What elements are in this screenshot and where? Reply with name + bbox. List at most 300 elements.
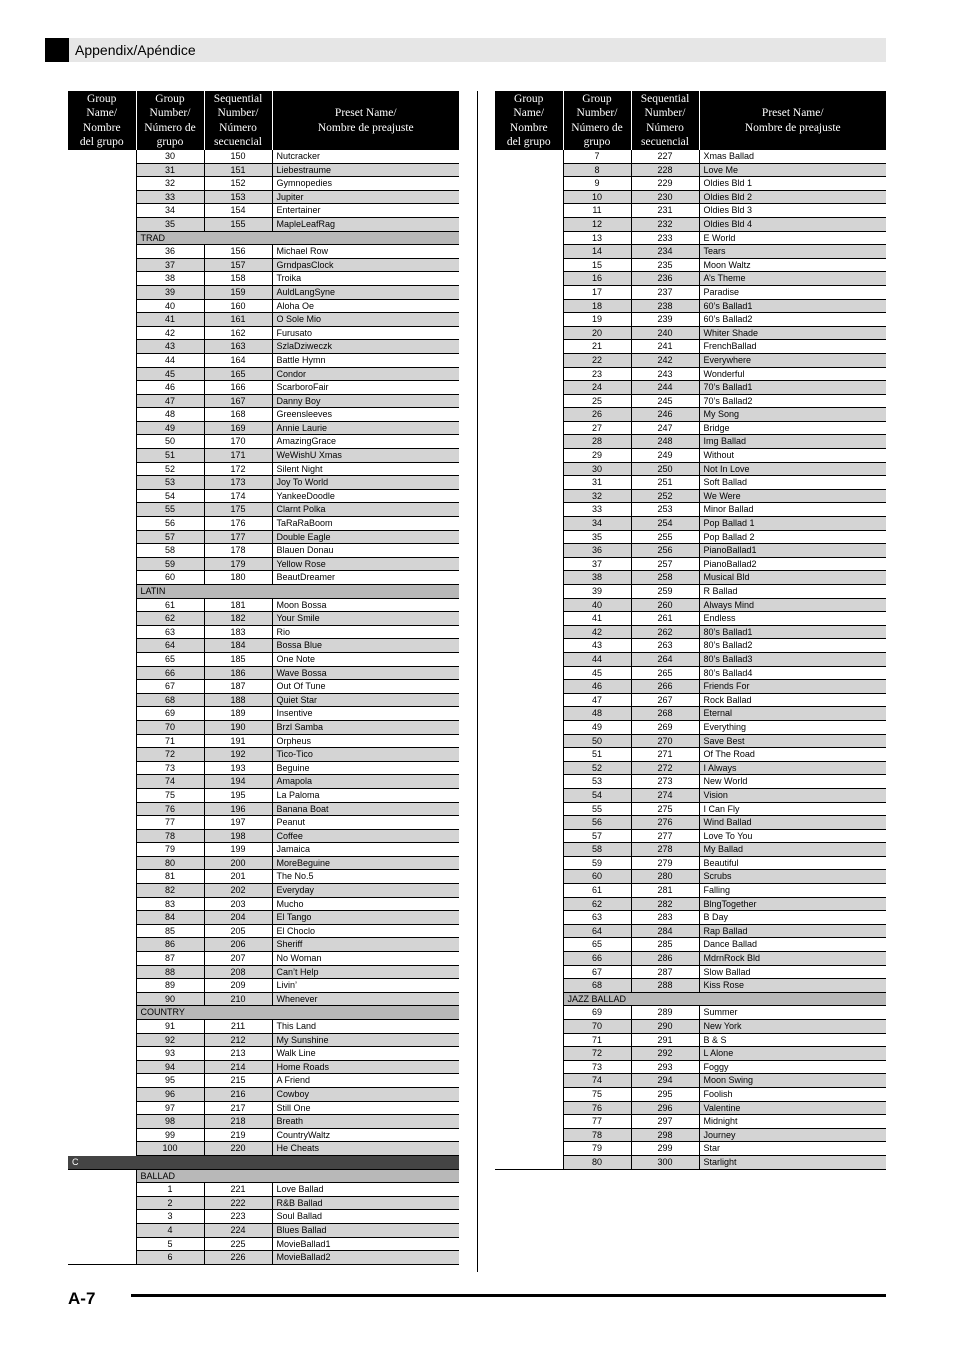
sequential-number-cell: 276 [631, 816, 699, 830]
table-row [495, 952, 886, 966]
sequential-number-cell: 151 [204, 163, 272, 177]
group-number-cell: 26 [563, 408, 631, 422]
group-name-cell [495, 421, 563, 435]
group-number-cell: 71 [563, 1033, 631, 1047]
table-row [495, 612, 886, 626]
group-number-cell: 44 [136, 353, 204, 367]
preset-name-cell: SzlaDziweczk [272, 340, 459, 354]
preset-name-cell: Entertainer [272, 204, 459, 218]
group-number-cell: 90 [136, 992, 204, 1006]
group-name-cell [495, 476, 563, 490]
group-number-cell: 61 [563, 884, 631, 898]
group-number-cell: 67 [136, 680, 204, 694]
preset-name-cell: Furusato [272, 326, 459, 340]
preset-name-cell: Img Ballad [699, 435, 886, 449]
group-number-cell: 45 [136, 367, 204, 381]
preset-name-cell: Scrubs [699, 870, 886, 884]
sequential-number-cell: 261 [631, 612, 699, 626]
table-row [495, 1101, 886, 1115]
group-number-cell: 50 [563, 734, 631, 748]
group-number-cell: 62 [136, 612, 204, 626]
table-row [68, 1087, 459, 1101]
sequential-number-cell: 293 [631, 1060, 699, 1074]
group-name-cell [68, 1101, 136, 1115]
group-number-cell: 46 [136, 381, 204, 395]
sequential-number-cell: 154 [204, 204, 272, 218]
header-group-name: Group Name/ Nombre del grupo [68, 91, 136, 150]
sequential-number-cell: 162 [204, 326, 272, 340]
group-name-cell [495, 992, 563, 1006]
right-table-column [495, 91, 886, 1170]
table-row [68, 449, 459, 463]
sequential-number-cell: 156 [204, 245, 272, 259]
preset-name-cell: My Sunshine [272, 1033, 459, 1047]
table-row [68, 1020, 459, 1034]
table-row [495, 190, 886, 204]
table-row [68, 557, 459, 571]
group-name-cell [68, 217, 136, 231]
preset-name-cell: BeautDreamer [272, 571, 459, 585]
table-row [495, 884, 886, 898]
sequential-number-cell: 203 [204, 897, 272, 911]
sequential-number-cell: 233 [631, 231, 699, 245]
sequential-number-cell: 164 [204, 353, 272, 367]
sequential-number-cell: 190 [204, 720, 272, 734]
table-row [495, 979, 886, 993]
preset-name-cell: Endless [699, 612, 886, 626]
table-row [68, 408, 459, 422]
group-number-cell: 23 [563, 367, 631, 381]
group-name-cell [495, 761, 563, 775]
group-name-cell [68, 285, 136, 299]
group-name-cell [495, 666, 563, 680]
sequential-number-cell: 155 [204, 217, 272, 231]
preset-name-cell: Love Me [699, 163, 886, 177]
preset-name-cell: Greensleeves [272, 408, 459, 422]
table-row [495, 680, 886, 694]
preset-name-cell: Soft Ballad [699, 476, 886, 490]
group-name-cell [68, 1210, 136, 1224]
sequential-number-cell: 201 [204, 870, 272, 884]
column-divider [477, 91, 478, 1272]
group-number-cell: 75 [563, 1087, 631, 1101]
header-sequential-number: Sequential Number/ Número secuencial [204, 91, 272, 150]
group-number-cell: 28 [563, 435, 631, 449]
sequential-number-cell: 283 [631, 911, 699, 925]
table-row [68, 870, 459, 884]
preset-name-cell: Soul Ballad [272, 1210, 459, 1224]
table-row [68, 530, 459, 544]
table-row [495, 1115, 886, 1129]
group-number-cell: 85 [136, 924, 204, 938]
table-row [495, 938, 886, 952]
sequential-number-cell: 193 [204, 761, 272, 775]
preset-name-cell: Bridge [699, 421, 886, 435]
sequential-number-cell: 219 [204, 1128, 272, 1142]
group-name-cell [495, 544, 563, 558]
table-row [68, 680, 459, 694]
sequential-number-cell: 256 [631, 544, 699, 558]
sequential-number-cell: 263 [631, 639, 699, 653]
group-number-cell: 31 [563, 476, 631, 490]
table-row [68, 462, 459, 476]
preset-name-cell: Journey [699, 1128, 886, 1142]
table-row [495, 285, 886, 299]
table-row [68, 788, 459, 802]
subgroup-row [495, 992, 886, 1006]
group-number-cell: 68 [136, 693, 204, 707]
group-name-cell [68, 952, 136, 966]
sequential-number-cell: 240 [631, 326, 699, 340]
group-number-cell: 97 [136, 1101, 204, 1115]
table-row [495, 462, 886, 476]
sequential-number-cell: 250 [631, 462, 699, 476]
table-row [495, 625, 886, 639]
group-number-cell: 42 [563, 625, 631, 639]
group-name-cell [68, 272, 136, 286]
table-row [68, 326, 459, 340]
group-name-cell [68, 530, 136, 544]
group-name-cell [68, 843, 136, 857]
group-name-cell [495, 734, 563, 748]
sequential-number-cell: 171 [204, 449, 272, 463]
preset-name-cell: Still One [272, 1101, 459, 1115]
group-name-cell [495, 381, 563, 395]
group-number-cell: 33 [136, 190, 204, 204]
table-row [68, 856, 459, 870]
table-row [495, 1033, 886, 1047]
group-number-cell: 75 [136, 788, 204, 802]
table-row [68, 802, 459, 816]
sequential-number-cell: 267 [631, 693, 699, 707]
sequential-number-cell: 285 [631, 938, 699, 952]
group-number-cell: 14 [563, 245, 631, 259]
group-number-cell: 88 [136, 965, 204, 979]
table-row [68, 258, 459, 272]
table-row [495, 924, 886, 938]
group-name-cell [68, 788, 136, 802]
sequential-number-cell: 192 [204, 748, 272, 762]
preset-name-cell: La Paloma [272, 788, 459, 802]
group-number-cell: 38 [136, 272, 204, 286]
preset-name-cell: Annie Laurie [272, 421, 459, 435]
preset-name-cell: Tico-Tico [272, 748, 459, 762]
sequential-number-cell: 262 [631, 625, 699, 639]
group-name-cell [68, 489, 136, 503]
table-row [68, 924, 459, 938]
preset-name-cell: Everyday [272, 884, 459, 898]
subgroup-row [68, 1006, 459, 1020]
preset-name-cell: My Ballad [699, 843, 886, 857]
group-number-cell: 63 [563, 911, 631, 925]
sequential-number-cell: 251 [631, 476, 699, 490]
sequential-number-cell: 188 [204, 693, 272, 707]
preset-name-cell: This Land [272, 1020, 459, 1034]
table-row [495, 1074, 886, 1088]
sequential-number-cell: 264 [631, 652, 699, 666]
preset-name-cell: Everywhere [699, 353, 886, 367]
group-name-cell [68, 720, 136, 734]
group-name-cell [68, 245, 136, 259]
sequential-number-cell: 196 [204, 802, 272, 816]
group-name-cell [495, 285, 563, 299]
sequential-number-cell: 228 [631, 163, 699, 177]
group-number-cell: 49 [563, 720, 631, 734]
table-row [68, 163, 459, 177]
group-number-cell: 24 [563, 381, 631, 395]
group-name-cell [495, 503, 563, 517]
preset-name-cell: 80’s Ballad2 [699, 639, 886, 653]
table-row [68, 285, 459, 299]
preset-name-cell: Clarnt Polka [272, 503, 459, 517]
group-name-cell [68, 1142, 136, 1156]
preset-name-cell: Without [699, 449, 886, 463]
header-marker-block [45, 38, 69, 62]
preset-name-cell: Whiter Shade [699, 326, 886, 340]
group-name-cell [495, 177, 563, 191]
table-row [495, 272, 886, 286]
sequential-number-cell: 177 [204, 530, 272, 544]
preset-table-left [68, 91, 459, 1265]
group-name-cell [68, 1251, 136, 1265]
table-row [68, 1196, 459, 1210]
group-number-cell: 19 [563, 313, 631, 327]
group-name-cell [495, 652, 563, 666]
group-number-cell: 3 [136, 1210, 204, 1224]
group-name-cell [495, 245, 563, 259]
preset-name-cell: Oldies Bld 1 [699, 177, 886, 191]
table-row [68, 1074, 459, 1088]
preset-name-cell: No Woman [272, 952, 459, 966]
left-table-column [68, 91, 459, 1265]
group-name-cell [495, 870, 563, 884]
table-row [495, 231, 886, 245]
preset-name-cell: Livin’ [272, 979, 459, 993]
group-name-cell [68, 680, 136, 694]
table-row [68, 666, 459, 680]
group-name-cell [495, 1155, 563, 1169]
group-number-cell: 60 [563, 870, 631, 884]
group-name-cell [68, 381, 136, 395]
preset-name-cell: Foolish [699, 1087, 886, 1101]
group-number-cell: 91 [136, 1020, 204, 1034]
group-number-cell: 59 [563, 856, 631, 870]
group-name-cell [495, 612, 563, 626]
group-name-cell [68, 557, 136, 571]
group-name-cell [495, 707, 563, 721]
sequential-number-cell: 257 [631, 557, 699, 571]
group-name-cell [495, 625, 563, 639]
table-row [495, 408, 886, 422]
sequential-number-cell: 252 [631, 489, 699, 503]
preset-name-cell: One Note [272, 652, 459, 666]
group-name-cell [495, 1142, 563, 1156]
group-number-cell: 70 [563, 1020, 631, 1034]
preset-name-cell: Wonderful [699, 367, 886, 381]
table-row [495, 788, 886, 802]
group-name-cell [495, 272, 563, 286]
group-name-cell [495, 1074, 563, 1088]
group-name-cell [68, 639, 136, 653]
preset-name-cell: 80’s Ballad3 [699, 652, 886, 666]
sequential-number-cell: 218 [204, 1115, 272, 1129]
group-name-cell [68, 1183, 136, 1197]
group-name-cell [495, 1020, 563, 1034]
group-number-cell: 76 [136, 802, 204, 816]
sequential-number-cell: 181 [204, 598, 272, 612]
preset-name-cell: MdrnRock Bld [699, 952, 886, 966]
group-number-cell: 39 [136, 285, 204, 299]
preset-name-cell: Banana Boat [272, 802, 459, 816]
group-number-cell: 48 [563, 707, 631, 721]
group-number-cell: 35 [136, 217, 204, 231]
group-number-cell: 52 [563, 761, 631, 775]
table-row [495, 571, 886, 585]
group-number-cell: 74 [136, 775, 204, 789]
table-row [495, 421, 886, 435]
group-number-cell: 48 [136, 408, 204, 422]
sequential-number-cell: 265 [631, 666, 699, 680]
table-row [68, 1047, 459, 1061]
group-name-cell [68, 734, 136, 748]
preset-name-cell: Whenever [272, 992, 459, 1006]
sequential-number-cell: 167 [204, 394, 272, 408]
group-name-cell [68, 340, 136, 354]
preset-name-cell: B & S [699, 1033, 886, 1047]
table-row [495, 897, 886, 911]
group-name-cell [68, 394, 136, 408]
preset-name-cell: Yellow Rose [272, 557, 459, 571]
sequential-number-cell: 194 [204, 775, 272, 789]
group-number-cell: 79 [136, 843, 204, 857]
sequential-number-cell: 163 [204, 340, 272, 354]
sequential-number-cell: 212 [204, 1033, 272, 1047]
subgroup-label: TRAD [136, 231, 459, 245]
preset-name-cell: Rock Ballad [699, 693, 886, 707]
sequential-number-cell: 235 [631, 258, 699, 272]
sequential-number-cell: 200 [204, 856, 272, 870]
table-row [495, 367, 886, 381]
preset-name-cell: R Ballad [699, 585, 886, 599]
sequential-number-cell: 284 [631, 924, 699, 938]
group-name-cell [68, 884, 136, 898]
preset-name-cell: Foggy [699, 1060, 886, 1074]
group-name-cell [495, 150, 563, 163]
table-row [495, 517, 886, 531]
preset-name-cell: Amapola [272, 775, 459, 789]
sequential-number-cell: 298 [631, 1128, 699, 1142]
group-name-cell [495, 1128, 563, 1142]
group-number-cell: 87 [136, 952, 204, 966]
group-name-cell [68, 965, 136, 979]
preset-name-cell: PianoBallad2 [699, 557, 886, 571]
group-name-cell [68, 408, 136, 422]
group-number-cell: 68 [563, 979, 631, 993]
table-row [68, 598, 459, 612]
group-number-cell: 49 [136, 421, 204, 435]
sequential-number-cell: 291 [631, 1033, 699, 1047]
table-row [68, 517, 459, 531]
group-number-cell: 77 [136, 816, 204, 830]
table-row [68, 693, 459, 707]
preset-name-cell: Oldies Bld 2 [699, 190, 886, 204]
group-name-cell [68, 421, 136, 435]
table-row [68, 421, 459, 435]
sequential-number-cell: 174 [204, 489, 272, 503]
table-row [495, 1128, 886, 1142]
group-number-cell: 6 [136, 1251, 204, 1265]
group-number-cell: 55 [563, 802, 631, 816]
group-name-cell [495, 843, 563, 857]
preset-name-cell: Insentive [272, 707, 459, 721]
group-name-cell [68, 748, 136, 762]
group-number-cell: 73 [563, 1060, 631, 1074]
sequential-number-cell: 198 [204, 829, 272, 843]
sequential-number-cell: 221 [204, 1183, 272, 1197]
preset-name-cell: Paradise [699, 285, 886, 299]
table-row [495, 870, 886, 884]
sequential-number-cell: 176 [204, 517, 272, 531]
table-row [68, 938, 459, 952]
table-row [68, 476, 459, 490]
header-group-name: Group Name/ Nombre del grupo [495, 91, 563, 150]
group-name-cell [495, 204, 563, 218]
table-row [68, 1183, 459, 1197]
table-row [495, 816, 886, 830]
preset-name-cell: Troika [272, 272, 459, 286]
table-row [495, 476, 886, 490]
group-name-cell [495, 258, 563, 272]
preset-name-cell: Not In Love [699, 462, 886, 476]
preset-name-cell: Aloha Oe [272, 299, 459, 313]
sequential-number-cell: 277 [631, 829, 699, 843]
preset-name-cell: Oldies Bld 3 [699, 204, 886, 218]
group-number-cell: 51 [136, 449, 204, 463]
table-row [68, 734, 459, 748]
left-table-body [68, 150, 459, 1264]
table-row [68, 1210, 459, 1224]
group-number-cell: 18 [563, 299, 631, 313]
group-number-cell: 36 [563, 544, 631, 558]
group-name-cell [68, 353, 136, 367]
sequential-number-cell: 258 [631, 571, 699, 585]
group-name-cell [495, 394, 563, 408]
preset-name-cell: Jupiter [272, 190, 459, 204]
sequential-number-cell: 245 [631, 394, 699, 408]
table-row [495, 204, 886, 218]
table-row [495, 707, 886, 721]
sequential-number-cell: 157 [204, 258, 272, 272]
group-name-cell [68, 367, 136, 381]
group-name-cell [495, 911, 563, 925]
group-name-cell [68, 190, 136, 204]
group-name-cell [495, 924, 563, 938]
group-number-cell: 37 [563, 557, 631, 571]
sequential-number-cell: 243 [631, 367, 699, 381]
preset-name-cell: Valentine [699, 1101, 886, 1115]
preset-name-cell: Mucho [272, 897, 459, 911]
sequential-number-cell: 237 [631, 285, 699, 299]
sequential-number-cell: 231 [631, 204, 699, 218]
preset-name-cell: I Always [699, 761, 886, 775]
preset-name-cell: Can’t Help [272, 965, 459, 979]
sequential-number-cell: 271 [631, 748, 699, 762]
table-row [495, 843, 886, 857]
preset-name-cell: Coffee [272, 829, 459, 843]
preset-name-cell: AmazingGrace [272, 435, 459, 449]
group-header-row [68, 1155, 459, 1169]
table-row [68, 720, 459, 734]
